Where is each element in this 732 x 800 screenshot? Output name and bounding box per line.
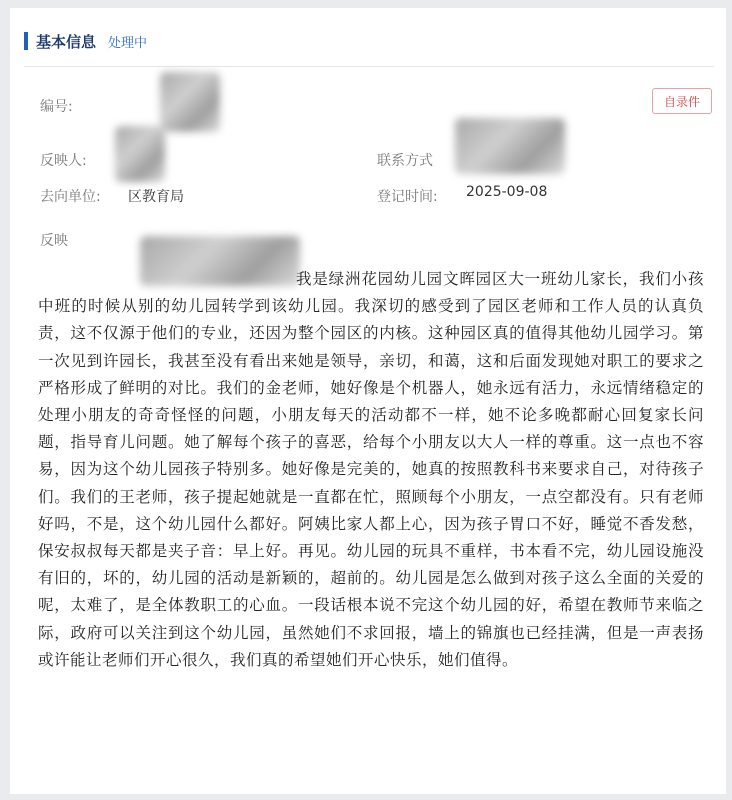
id-label: 编号:	[40, 99, 73, 115]
complaint-content: 我是绿洲花园幼儿园文晖园区大一班幼儿家长，我们小孩中班的时候从别的幼儿园转学到该幼儿园。我深切的感受到了园区老师和工作人员的认真负责，这不仅源于他们的专业，还因为整个园区的内核。这种园区真的值得其他幼儿园学习。第一次见到许园长，我甚至没有看出来她是领导，亲切，和蔼，这和后面发现她对职工的要求之严格形成了鲜明的对比。我们的金老师，她好像是个机器人，她永远有活力，永远情绪稳定的处理小朋友的奇奇怪怪的问题，小朋友每天的活动都不一样，她不论多晚都耐心回复家长问题，指导育儿问题。她了解每个孩子的喜恶，给每个小朋友以大人一样的尊重。这一点也不容易，因为这个幼儿园孩子特别多。她好像是完美的，她真的按照教科书来要求自己，对待孩子们。我们的王老师，孩子提起她就是一直都在忙，照顾每个小朋友，一点空都没有。只有老师好吗，不是，这个幼儿园什么都好。阿姨比家人都上心，因为孩子胃口不好，睡觉不香发愁，保安叔叔每天都是夹子音：早上好。再见。幼儿园的玩具不重样，书本看不完，幼儿园设施没有旧的，坏的，幼儿园的活动是新颖的，超前的。幼儿园是怎么做到对孩子这么全面的关爱的呢，太难了，是全体教职工的心血。一段话根本说不完这个幼儿园的好，希望在教师节来临之际，政府可以关注到这个幼儿园，虽然她们不求回报，墙上的锦旗也已经挂满，但是一声表扬或许能让老师们开心很久，我们真的希望她们开心快乐，她们值得。	[38, 270, 704, 669]
section-header	[24, 30, 147, 52]
content-label: 反映	[40, 233, 68, 249]
header-divider	[24, 66, 714, 67]
dest-label: 去向单位:	[40, 189, 101, 205]
reporter-label: 反映人:	[40, 153, 87, 169]
dest-value: 区教育局	[128, 189, 184, 205]
info-card	[10, 8, 726, 794]
section-title: 基本信息	[36, 32, 97, 51]
self-record-button[interactable]: 自录件	[652, 88, 712, 114]
redacted-reporter	[115, 126, 165, 182]
status-badge: 处理中	[108, 35, 148, 51]
redacted-contact	[455, 118, 565, 174]
reg-time-label: 登记时间:	[377, 189, 438, 205]
contact-label: 联系方式	[377, 153, 433, 169]
redacted-id	[160, 72, 220, 132]
header-accent-bar	[24, 32, 28, 50]
reg-time-value: 2025-09-08	[466, 184, 548, 200]
